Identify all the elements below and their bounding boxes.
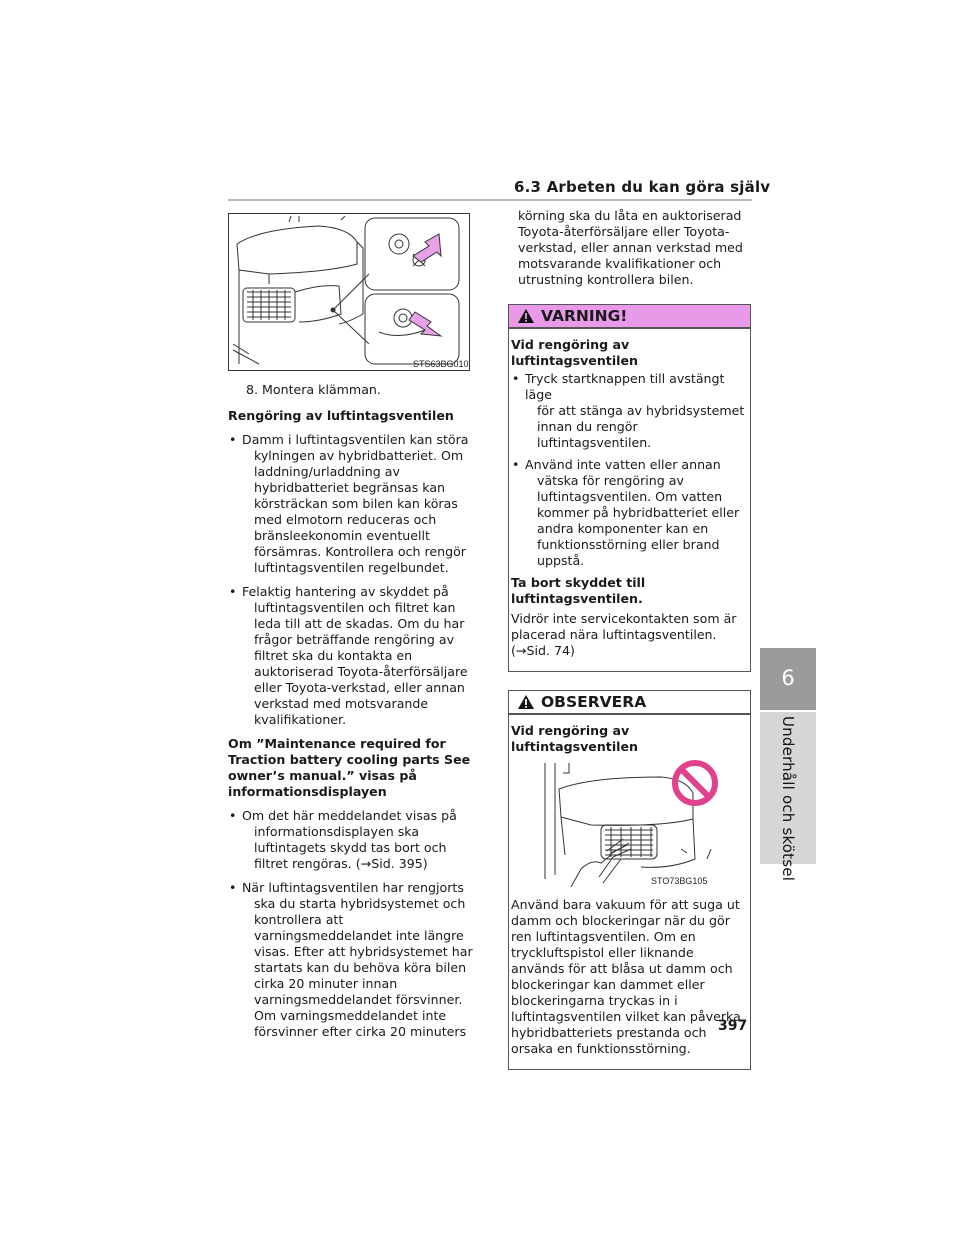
heading-cleaning: Rengöring av luftintagsventilen [228, 408, 454, 423]
list-item: • Damm i luftintagsventilen kan störa kylningen av hybridbatteriet. Om laddning/urladdning av hybridbatteriet begränsas kan körsträckan som bilen kan köras med elmotorn reduceras och bränsleekonomin eventuellt försämras. Kontrollera och rengör luftintagsventilen regelbundet. [228, 432, 480, 576]
notice-icon [517, 694, 535, 710]
list-item: • Felaktig hantering av skyddet på luftintagsventilen och filtret kan leda till att de skadas. Om du har frågor beträffande rengöring av filtret ska du kontakta en auktoriserad Toyota-återförsäljare eller Toyota-verkstad, eller annan verkstad med motsvarande kvalifikationer. [228, 584, 480, 728]
clip-illustration [229, 214, 469, 370]
chapter-number: 6 [781, 666, 795, 690]
heading-maintenance-message: Om ”Maintenance required for Traction battery cooling parts See owner’s manual.” visas på informationsdisplayen [228, 736, 471, 799]
list-item: • Använd inte vatten eller annan vätska för rengöring av luftintagsventilen. Om vatten kommer på hybridbatteriet eller andra komponenter kan en funktionsstörning eller brand uppstå. [511, 457, 748, 569]
figure-code: STS63BG010 [413, 359, 469, 369]
step-text: 8. Montera klämman. [246, 382, 381, 397]
chapter-title: Underhåll och skötsel [779, 716, 797, 882]
notice-title: OBSERVERA [541, 693, 647, 711]
notice-heading: Vid rengöring av luftintagsventilen [511, 723, 638, 754]
warning-text: Vidrör inte servicekontakten som är placerad nära luftintagsventilen. (→Sid. 74) [511, 611, 737, 658]
figure-code: STO73BG105 [651, 876, 708, 886]
warning-triangle-icon [517, 308, 535, 324]
list-item: • Om det här meddelandet visas på informationsdisplayen ska luftintagets skydd tas bort och filtret rengöras. (→Sid. 395) [228, 808, 480, 872]
list-item: • Tryck startknappen till avstängt läge för att stänga av hybridsystemet innan du rengör luftintagsventilen. [511, 371, 748, 451]
section-header: 6.3 Arbeten du kan göra själv [514, 178, 771, 196]
vent-cleaning-illustration [511, 759, 736, 887]
notice-title-bar [509, 691, 750, 715]
warning-body [509, 329, 750, 671]
figure-no-compressed-air [511, 759, 736, 887]
warning-box [508, 304, 751, 672]
notice-box [508, 690, 751, 1070]
figure-clip-installation [228, 213, 470, 371]
warning-heading: Vid rengöring av luftintagsventilen [511, 337, 638, 368]
right-column [508, 208, 751, 1088]
left-column [228, 382, 480, 1048]
list-item: • När luftintagsventilen har rengjorts ska du starta hybridsystemet och kontrollera att varningsmeddelandet inte längre visas. Efter att hybridsystemet har startats kan du behöva köra bilen cirka 20 minuter innan varningsmeddelandet försvinner. Om varningsmeddelandet inte försvinner efter cirka 20 minuters [228, 880, 480, 1040]
section-rule [228, 199, 752, 201]
warning-title: VARNING! [541, 307, 628, 325]
warning-heading-cover: Ta bort skyddet till luftintagsventilen. [511, 575, 646, 606]
continued-text: körning ska du låta en auktoriserad Toyota-återförsäljare eller Toyota-verkstad, eller annan verkstad med motsvarande kvalifikationer och utrustning kontrollera bilen. [518, 208, 743, 287]
warning-title-bar [509, 305, 750, 329]
page-number: 397 [718, 1018, 748, 1034]
notice-text: Använd bara vakuum för att suga ut damm och blockeringar när du gör ren luftintagsventilen. Om en tryckluftspistol eller liknande används för att blåsa ut damm och blockeringar kan dammet eller blockeringarna tryckas in i luftintagsventilen vilket kan påverka hybridbatteriets prestanda och orsaka en funktionsstörning. [511, 897, 741, 1056]
notice-body [509, 715, 750, 1069]
